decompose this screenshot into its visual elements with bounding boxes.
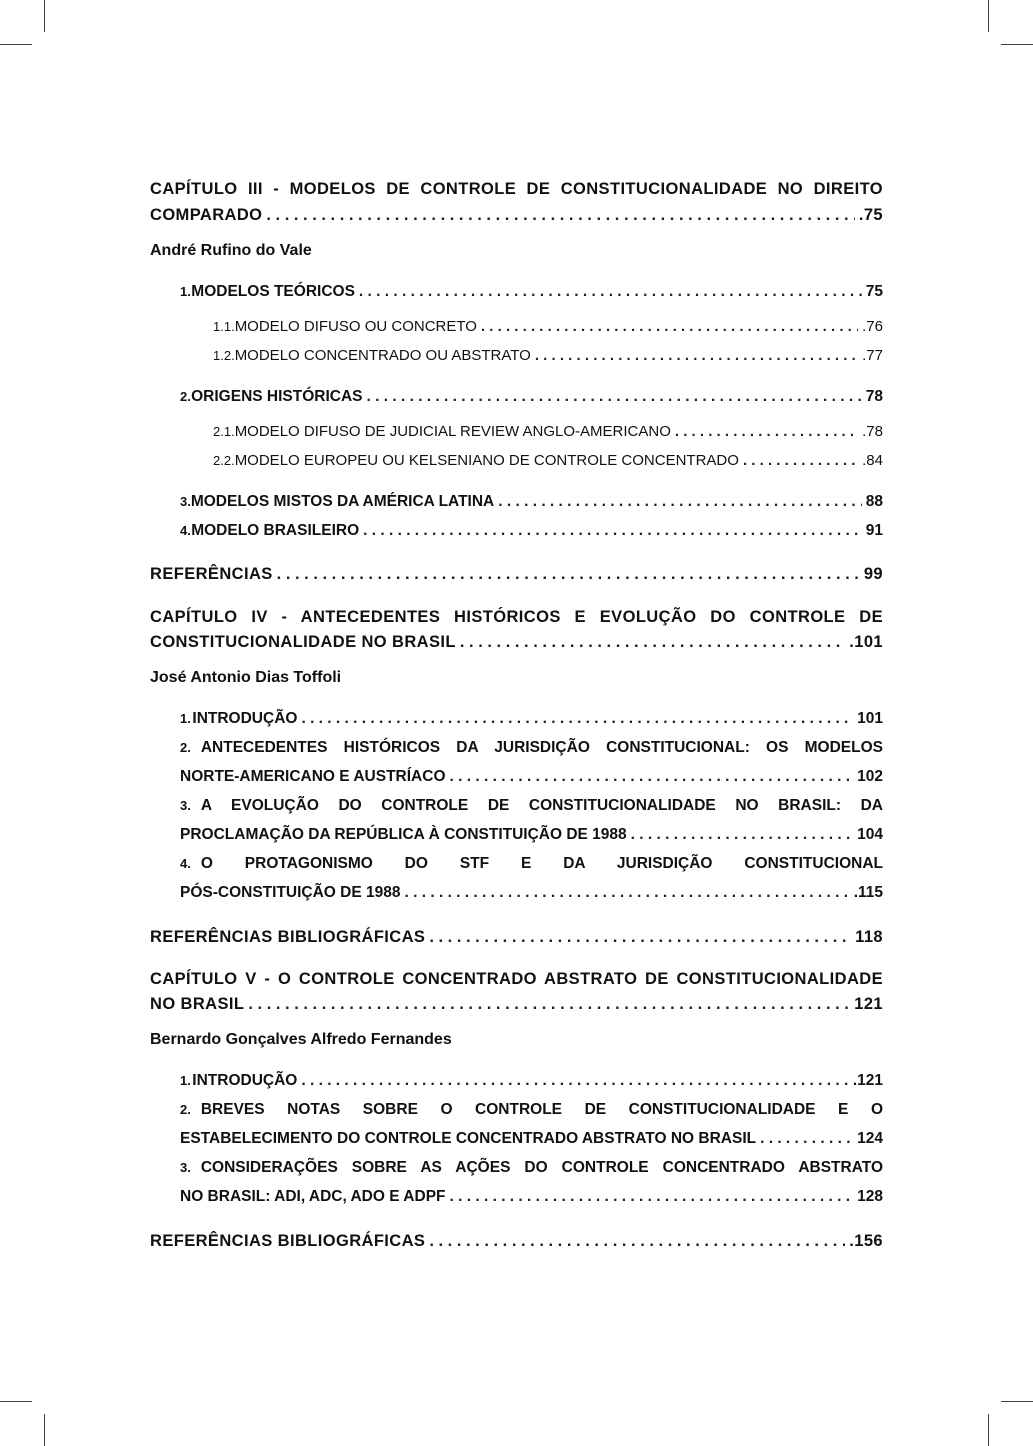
toc-entry[interactable] bbox=[180, 797, 883, 815]
entry-title: ANTECEDENTES HISTÓRICOS DA JURISDIÇÃO CONSTITUCIONAL: OS MODELOS bbox=[200, 739, 883, 756]
entry-number: 3. bbox=[180, 798, 191, 813]
toc-entry[interactable] bbox=[180, 1101, 883, 1119]
entry-number: 1. bbox=[180, 284, 191, 299]
entry-title: ORIGENS HISTÓRICAS bbox=[191, 388, 363, 405]
chapter-title-continued[interactable] bbox=[150, 995, 883, 1014]
chapter-title: CAPÍTULO IV - ANTECEDENTES HISTÓRICOS E EVOLUÇÃO DO CONTROLE DE bbox=[150, 608, 883, 626]
entry-number: 2. bbox=[180, 740, 191, 755]
page-number: 75 bbox=[865, 283, 883, 300]
page-number: 78 bbox=[865, 388, 883, 405]
dot-leader bbox=[367, 388, 862, 406]
entry-title: PROCLAMAÇÃO DA REPÚBLICA À CONSTITUIÇÃO DE 1988 bbox=[180, 826, 627, 843]
chapter-title: CAPÍTULO V - O CONTROLE CONCENTRADO ABSTRATO DE CONSTITUCIONALIDADE bbox=[150, 970, 883, 988]
page-number: 121 bbox=[854, 995, 883, 1013]
dot-leader bbox=[743, 452, 858, 469]
toc-subentry[interactable] bbox=[213, 347, 883, 364]
dot-leader bbox=[363, 522, 862, 540]
toc-subentry[interactable] bbox=[213, 423, 883, 440]
author-name: José Antonio Dias Toffoli bbox=[150, 669, 342, 686]
chapter-author bbox=[150, 669, 883, 687]
entry-title: MODELO DIFUSO DE JUDICIAL REVIEW ANGLO-AMERICANO bbox=[234, 423, 671, 440]
entry-title: CONSTITUCIONALIDADE NO BRASIL bbox=[150, 633, 456, 651]
crop-mark bbox=[988, 0, 989, 32]
entry-number: 4. bbox=[180, 523, 191, 538]
author-name: André Rufino do Vale bbox=[150, 242, 312, 259]
toc-entry[interactable] bbox=[180, 710, 883, 728]
toc-subentry[interactable] bbox=[213, 452, 883, 469]
crop-mark bbox=[0, 44, 32, 45]
entry-title: NO BRASIL bbox=[150, 995, 245, 1013]
references-entry[interactable] bbox=[150, 1232, 883, 1251]
entry-title: BREVES NOTAS SOBRE O CONTROLE DE CONSTITUCIONALIDADE E O bbox=[200, 1101, 883, 1118]
dot-leader bbox=[675, 423, 858, 440]
dot-leader bbox=[405, 884, 850, 902]
toc-entry[interactable] bbox=[180, 493, 883, 511]
toc-entry[interactable] bbox=[180, 739, 883, 757]
toc-entry-continued[interactable] bbox=[180, 826, 883, 844]
references-entry[interactable] bbox=[150, 565, 883, 584]
chapter-title: CAPÍTULO III - MODELOS DE CONTROLE DE CONSTITUCIONALIDADE NO DIREITO bbox=[150, 180, 883, 198]
dot-leader bbox=[301, 1072, 848, 1090]
toc-entry-continued[interactable] bbox=[180, 884, 883, 902]
crop-mark bbox=[44, 0, 45, 32]
page-number: .121 bbox=[852, 1072, 883, 1089]
dot-leader bbox=[277, 565, 860, 584]
entry-title: PÓS-CONSTITUIÇÃO DE 1988 bbox=[180, 884, 401, 901]
page-number: .75 bbox=[858, 206, 883, 224]
page-number: 128 bbox=[857, 1188, 883, 1205]
entry-number: 2. bbox=[180, 389, 191, 404]
dot-leader bbox=[535, 347, 858, 364]
entry-title: MODELOS MISTOS DA AMÉRICA LATINA bbox=[190, 493, 495, 510]
page-number: 99 bbox=[863, 565, 883, 583]
dot-leader bbox=[760, 1130, 853, 1148]
dot-leader bbox=[450, 768, 854, 786]
page-number: .77 bbox=[862, 347, 883, 364]
entry-title: MODELOS TEÓRICOS bbox=[191, 283, 355, 300]
dot-leader bbox=[429, 928, 851, 947]
entry-number: 3. bbox=[180, 494, 191, 509]
dot-leader bbox=[266, 206, 854, 225]
page-number: .156 bbox=[849, 1232, 883, 1250]
toc-entry-continued[interactable] bbox=[180, 1130, 883, 1148]
page-number: 88 bbox=[865, 493, 883, 510]
toc-entry[interactable] bbox=[180, 1072, 883, 1090]
entry-title: NO BRASIL: ADI, ADC, ADO E ADPF bbox=[180, 1188, 446, 1205]
page-number: 118 bbox=[855, 928, 883, 946]
toc-subentry[interactable] bbox=[213, 318, 883, 335]
page-number: .84 bbox=[862, 452, 883, 469]
entry-title: MODELO BRASILEIRO bbox=[191, 522, 360, 539]
crop-mark bbox=[1001, 1401, 1033, 1402]
entry-number: 1. bbox=[180, 1073, 191, 1088]
entry-title: REFERÊNCIAS bbox=[150, 565, 273, 583]
entry-number: 3. bbox=[180, 1160, 191, 1175]
entry-title: NORTE-AMERICANO E AUSTRÍACO bbox=[180, 768, 446, 785]
entry-title: MODELO DIFUSO OU CONCRETO bbox=[234, 318, 477, 335]
page-number: .78 bbox=[862, 423, 883, 440]
entry-title: INTRODUÇÃO bbox=[192, 1072, 298, 1089]
toc-entry[interactable] bbox=[180, 388, 883, 406]
entry-number: 2.1. bbox=[213, 424, 235, 439]
entry-title: ESTABELECIMENTO DO CONTROLE CONCENTRADO ABSTRATO NO BRASIL bbox=[180, 1130, 757, 1147]
dot-leader bbox=[481, 318, 858, 335]
crop-mark bbox=[1001, 44, 1033, 45]
entry-title: MODELO CONCENTRADO OU ABSTRATO bbox=[234, 347, 531, 364]
dot-leader bbox=[498, 493, 862, 511]
entry-title: A EVOLUÇÃO DO CONTROLE DE CONSTITUCIONALIDADE NO BRASIL: DA bbox=[200, 797, 883, 814]
toc-entry[interactable] bbox=[180, 522, 883, 540]
page-number: 124 bbox=[857, 1130, 883, 1147]
crop-mark bbox=[0, 1401, 32, 1402]
entry-number: 4. bbox=[180, 856, 191, 871]
dot-leader bbox=[248, 995, 850, 1014]
page-number: .76 bbox=[862, 318, 883, 335]
toc-entry[interactable] bbox=[180, 855, 883, 873]
page-number: .115 bbox=[853, 884, 883, 901]
crop-mark bbox=[988, 1414, 989, 1446]
page-number: 101 bbox=[857, 710, 883, 727]
toc-entry-continued[interactable] bbox=[180, 768, 883, 786]
dot-leader bbox=[460, 633, 845, 652]
chapter-title-continued[interactable] bbox=[150, 633, 883, 652]
crop-mark bbox=[44, 1414, 45, 1446]
chapter-author bbox=[150, 1031, 883, 1049]
dot-leader bbox=[359, 283, 862, 301]
dot-leader bbox=[301, 710, 853, 728]
chapter-author bbox=[150, 242, 883, 260]
entry-number: 2.2. bbox=[213, 453, 235, 468]
dot-leader bbox=[450, 1188, 854, 1206]
entry-number: 2. bbox=[180, 1102, 191, 1117]
toc-entry[interactable] bbox=[180, 283, 883, 301]
entry-title: INTRODUÇÃO bbox=[192, 710, 298, 727]
page-number: .101 bbox=[849, 633, 883, 651]
references-entry[interactable] bbox=[150, 928, 883, 947]
page-number: 102 bbox=[857, 768, 883, 785]
entry-title: CONSIDERAÇÕES SOBRE AS AÇÕES DO CONTROLE CONCENTRADO ABSTRATO bbox=[200, 1159, 883, 1176]
entry-number: 1.1. bbox=[213, 319, 235, 334]
entry-title: REFERÊNCIAS BIBLIOGRÁFICAS bbox=[150, 928, 426, 946]
dot-leader bbox=[429, 1232, 845, 1251]
entry-title: REFERÊNCIAS BIBLIOGRÁFICAS bbox=[150, 1232, 426, 1250]
page-number: 91 bbox=[865, 522, 883, 539]
author-name: Bernardo Gonçalves Alfredo Fernandes bbox=[150, 1031, 452, 1048]
entry-title: O PROTAGONISMO DO STF E DA JURISDIÇÃO CONSTITUCIONAL bbox=[200, 855, 883, 872]
entry-title: COMPARADO bbox=[150, 206, 263, 224]
entry-number: 1. bbox=[180, 711, 191, 726]
toc-entry-continued[interactable] bbox=[180, 1188, 883, 1206]
entry-number: 1.2. bbox=[213, 348, 235, 363]
page-number: 104 bbox=[857, 826, 883, 843]
entry-title: MODELO EUROPEU OU KELSENIANO DE CONTROLE CONCENTRADO bbox=[234, 452, 739, 469]
toc-entry[interactable] bbox=[180, 1159, 883, 1177]
dot-leader bbox=[631, 826, 853, 844]
chapter-title-continued[interactable] bbox=[150, 206, 883, 225]
